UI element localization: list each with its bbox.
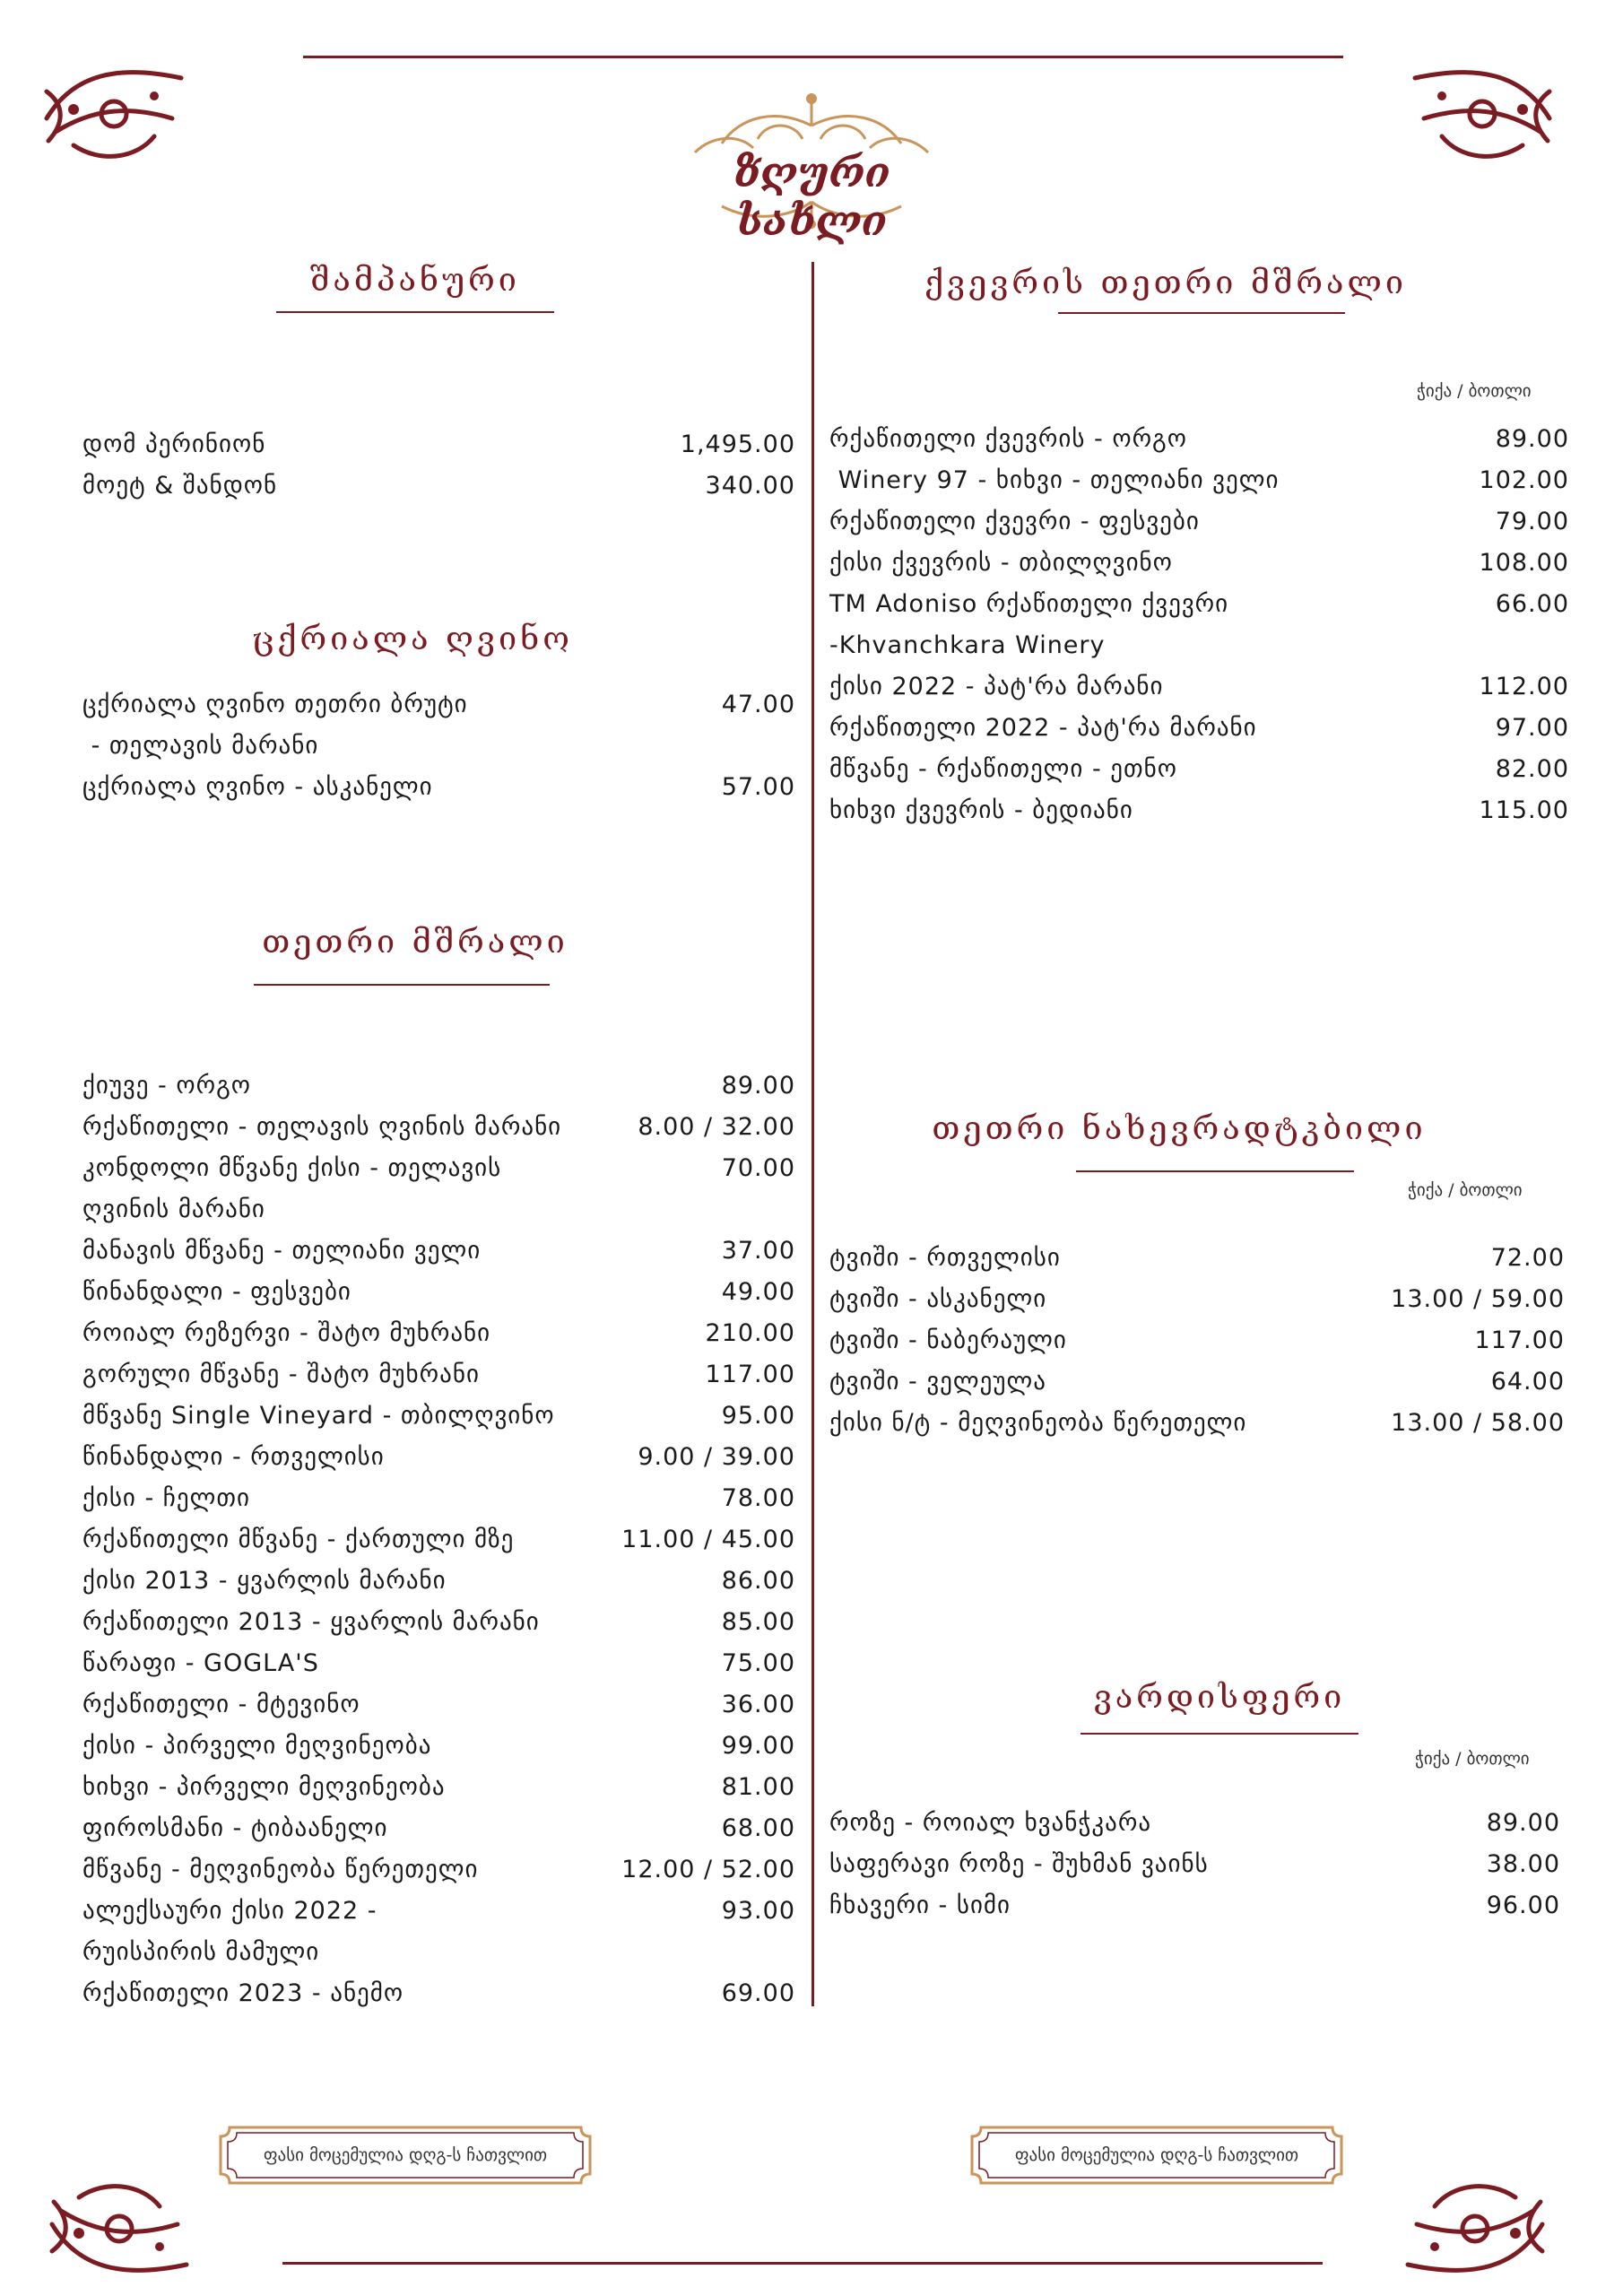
wine-name: როიალ რეზერვი - შატო მუხრანი <box>82 1319 491 1347</box>
wine-price: 36.00 <box>721 1691 795 1718</box>
wine-name: რქაწითელი ქვევრის - ორგო <box>829 425 1187 453</box>
list-item <box>82 1767 795 1808</box>
wine-name: რუისპირის მამული <box>82 1938 320 1966</box>
list-item <box>82 684 795 726</box>
list-item <box>82 1973 795 2014</box>
wine-name: - თელავის მარანი <box>82 732 319 760</box>
wine-price <box>786 1932 795 1973</box>
list-item <box>829 460 1569 501</box>
list-item <box>829 625 1569 666</box>
wine-name: ხიხვი - პირველი მეღვინეობა <box>82 1773 446 1801</box>
section-title-white-semisweet: თეთრი ნახევრადტკბილი <box>932 1110 1427 1147</box>
list-item <box>82 1065 795 1107</box>
wine-price <box>786 726 795 767</box>
list-item <box>82 1354 795 1396</box>
corner-ornament-top-right-icon <box>1406 56 1558 172</box>
wine-price: 72.00 <box>1490 1244 1565 1272</box>
wine-name: რქაწითელი - მტევინო <box>82 1691 360 1718</box>
wine-name: Winery 97 - ხიხვი - თელიანი ველი <box>829 466 1280 494</box>
section-underline-white-dry <box>254 984 550 986</box>
wine-name: ქისი - პირველი მეღვინეობა <box>82 1732 432 1760</box>
rose-list <box>829 1803 1560 1926</box>
wine-name: ტვიში - რთველისი <box>829 1244 1061 1272</box>
wine-price: 57.00 <box>721 773 795 801</box>
wine-price: 13.00 / 58.00 <box>1391 1409 1565 1437</box>
wine-price <box>1560 625 1569 666</box>
wine-price: 64.00 <box>1490 1368 1565 1396</box>
list-item <box>829 708 1569 749</box>
wine-name: -Khvanchkara Winery <box>829 631 1106 659</box>
list-item <box>829 666 1569 708</box>
wine-price: 93.00 <box>721 1897 795 1925</box>
wine-name: გორული მწვანე - შატო მუხრანი <box>82 1361 480 1388</box>
list-item <box>829 584 1569 625</box>
price-note-text: ფასი მოცემულია დღგ-ს ჩათვლით <box>263 2145 548 2165</box>
wine-name: კონდოლი მწვანე ქისი - თელავის <box>82 1154 502 1182</box>
list-item <box>82 1849 795 1891</box>
price-note-text: ფასი მოცემულია დღგ-ს ჩათვლით <box>1014 2145 1299 2165</box>
list-item <box>82 1602 795 1643</box>
wine-name: ალექსაური ქისი 2022 - <box>82 1897 378 1925</box>
unit-label: ჭიქა / ბოთლი <box>1415 1749 1530 1769</box>
wine-price: 96.00 <box>1486 1892 1560 1919</box>
list-item <box>82 1107 795 1148</box>
wine-name: როზე - როიალ ხვანჭკარა <box>829 1809 1152 1837</box>
top-rule <box>303 56 1343 58</box>
wine-name: რქაწითელი - თელავის ღვინის მარანი <box>82 1113 562 1141</box>
wine-price: 68.00 <box>721 1814 795 1842</box>
wine-price: 8.00 / 32.00 <box>638 1113 795 1141</box>
wine-name: საფერავი როზე - შუხმან ვაინს <box>829 1850 1209 1878</box>
wine-name: მწვანე - მეღვინეობა წერეთელი <box>82 1856 479 1883</box>
wine-name: წინანდალი - რთველისი <box>82 1443 385 1471</box>
corner-ornament-top-left-icon <box>38 56 190 172</box>
wine-price: 102.00 <box>1479 466 1569 494</box>
list-item <box>829 419 1569 460</box>
wine-price: 95.00 <box>721 1402 795 1430</box>
section-title-white-dry: თეთრი მშრალი <box>262 924 568 961</box>
wine-name: ფიროსმანი - ტიბაანელი <box>82 1814 388 1842</box>
price-note-right <box>968 2124 1345 2187</box>
price-note-left <box>217 2124 594 2187</box>
wine-price: 340.00 <box>705 472 795 500</box>
wine-name: ქიუვე - ორგო <box>82 1072 252 1100</box>
list-item <box>82 1272 795 1313</box>
wine-price: 11.00 / 45.00 <box>621 1526 795 1553</box>
white-dry-list <box>82 1065 795 2014</box>
list-item <box>82 726 795 767</box>
list-item <box>82 424 795 465</box>
wine-name: ქისი ნ/ტ - მეღვინეობა წერეთელი <box>829 1409 1247 1437</box>
wine-name: ხიხვი ქვევრის - ბედიანი <box>829 796 1133 824</box>
wine-price: 99.00 <box>721 1732 795 1760</box>
wine-name: ცქრიალა ღვინო - ასკანელი <box>82 773 433 801</box>
list-item <box>82 1519 795 1561</box>
list-item <box>82 1684 795 1726</box>
list-item <box>82 1726 795 1767</box>
wine-name: ტვიში - ასკანელი <box>829 1285 1047 1313</box>
list-item <box>82 1561 795 1602</box>
wine-price: 85.00 <box>721 1608 795 1636</box>
wine-price: 9.00 / 39.00 <box>638 1443 795 1471</box>
list-item <box>82 767 795 808</box>
wine-price: 12.00 / 52.00 <box>621 1856 795 1883</box>
list-item <box>82 1932 795 1973</box>
list-item <box>829 543 1569 584</box>
wine-name: ქისი 2022 - პატ'რა მარანი <box>829 673 1164 700</box>
list-item <box>829 1238 1565 1279</box>
corner-ornament-bottom-right-icon <box>1399 2170 1551 2287</box>
wine-price: 89.00 <box>1486 1809 1560 1837</box>
champagne-list <box>82 424 795 507</box>
wine-name: TM Adoniso რქაწითელი ქვევრი <box>829 590 1229 618</box>
wine-price: 13.00 / 59.00 <box>1391 1285 1565 1313</box>
list-item <box>829 501 1569 543</box>
bottom-rule <box>282 2262 1323 2265</box>
wine-name: დომ პერინიონ <box>82 430 266 458</box>
wine-price: 75.00 <box>721 1649 795 1677</box>
wine-price: 115.00 <box>1479 796 1569 824</box>
wine-name: რქაწითელი მწვანე - ქართული მზე <box>82 1526 515 1553</box>
wine-price: 78.00 <box>721 1484 795 1512</box>
list-item <box>82 1891 795 1932</box>
wine-price: 37.00 <box>721 1237 795 1265</box>
section-title-sparkling: ცქრიალა ღვინო <box>252 621 573 657</box>
wine-price: 210.00 <box>705 1319 795 1347</box>
wine-price: 47.00 <box>721 691 795 718</box>
wine-name: რქაწითელი 2013 - ყვარლის მარანი <box>82 1608 540 1636</box>
wine-name: ტვიში - ველეულა <box>829 1368 1046 1396</box>
list-item <box>829 1803 1560 1844</box>
wine-price: 112.00 <box>1479 673 1569 700</box>
section-underline-white-semisweet <box>1076 1170 1354 1172</box>
section-title-qvevri-white: ქვევრის თეთრი მშრალი <box>924 265 1407 301</box>
wine-price: 66.00 <box>1495 590 1569 618</box>
section-title-champagne: შამპანური <box>310 262 520 299</box>
column-divider <box>812 262 814 2006</box>
wine-price: 97.00 <box>1495 714 1569 742</box>
wine-price: 82.00 <box>1495 755 1569 783</box>
section-underline-champagne <box>276 311 554 313</box>
wine-name: ქისი 2013 - ყვარლის მარანი <box>82 1567 447 1595</box>
wine-name: რქაწითელი 2023 - ანემო <box>82 1979 404 2007</box>
list-item <box>82 1478 795 1519</box>
wine-price: 81.00 <box>721 1773 795 1801</box>
section-title-rose: ვარდისფერი <box>1093 1679 1346 1716</box>
list-item <box>829 1844 1560 1885</box>
list-item <box>82 1396 795 1437</box>
wine-name: ღვინის მარანი <box>82 1196 265 1223</box>
wine-name: ქისი - ჩელთი <box>82 1484 250 1512</box>
corner-ornament-bottom-left-icon <box>43 2170 195 2287</box>
list-item <box>829 1403 1565 1444</box>
wine-name: წარაფი - GOGLA'S <box>82 1649 319 1677</box>
wine-name: რქაწითელი ქვევრი - ფესვები <box>829 508 1200 535</box>
list-item <box>829 1279 1565 1320</box>
wine-name: ქისი ქვევრის - თბილღვინო <box>829 549 1173 577</box>
section-underline-rose <box>1081 1733 1358 1735</box>
list-item <box>82 465 795 507</box>
wine-price: 49.00 <box>721 1278 795 1306</box>
list-item <box>82 1313 795 1354</box>
list-item <box>829 1885 1560 1926</box>
unit-label: ჭიქა / ბოთლი <box>1417 381 1532 401</box>
section-underline-qvevri-white <box>1058 312 1345 314</box>
wine-price: 117.00 <box>705 1361 795 1388</box>
wine-name: ცქრიალა ღვინო თეთრი ბრუტი <box>82 691 468 718</box>
list-item <box>82 1808 795 1849</box>
list-item <box>829 749 1569 790</box>
wine-price: 38.00 <box>1486 1850 1560 1878</box>
restaurant-logo <box>668 90 955 245</box>
list-item <box>82 1643 795 1684</box>
wine-price: 70.00 <box>721 1154 795 1182</box>
wine-name: მწვანე - რქაწითელი - ეთნო <box>829 755 1177 783</box>
wine-price: 86.00 <box>721 1567 795 1595</box>
wine-price: 89.00 <box>1495 425 1569 453</box>
sparkling-list <box>82 684 795 808</box>
list-item <box>829 1320 1565 1361</box>
wine-price: 117.00 <box>1474 1326 1565 1354</box>
wine-price: 89.00 <box>721 1072 795 1100</box>
wine-name: მანავის მწვანე - თელიანი ველი <box>82 1237 482 1265</box>
wine-price: 108.00 <box>1479 549 1569 577</box>
wine-name: მოეტ & შანდონ <box>82 472 278 500</box>
wine-price: 1,495.00 <box>680 430 795 458</box>
wine-price: 79.00 <box>1495 508 1569 535</box>
list-item <box>82 1189 795 1231</box>
white-semisweet-list <box>829 1238 1565 1444</box>
unit-label: ჭიქა / ბოთლი <box>1408 1180 1523 1200</box>
list-item <box>82 1231 795 1272</box>
wine-price <box>786 1189 795 1231</box>
qvevri-white-list <box>829 419 1569 831</box>
wine-name: რქაწითელი 2022 - პატ'რა მარანი <box>829 714 1257 742</box>
wine-name: ტვიში - ნაბერაული <box>829 1326 1067 1354</box>
wine-name: ჩხავერი - სიმი <box>829 1892 1011 1919</box>
logo-text: ზღური სახლი <box>733 148 890 245</box>
list-item <box>82 1148 795 1189</box>
list-item <box>829 790 1569 831</box>
list-item <box>829 1361 1565 1403</box>
list-item <box>82 1437 795 1478</box>
wine-price: 69.00 <box>721 1979 795 2007</box>
wine-name: მწვანე Single Vineyard - თბილღვინო <box>82 1402 555 1430</box>
wine-name: წინანდალი - ფესვები <box>82 1278 352 1306</box>
